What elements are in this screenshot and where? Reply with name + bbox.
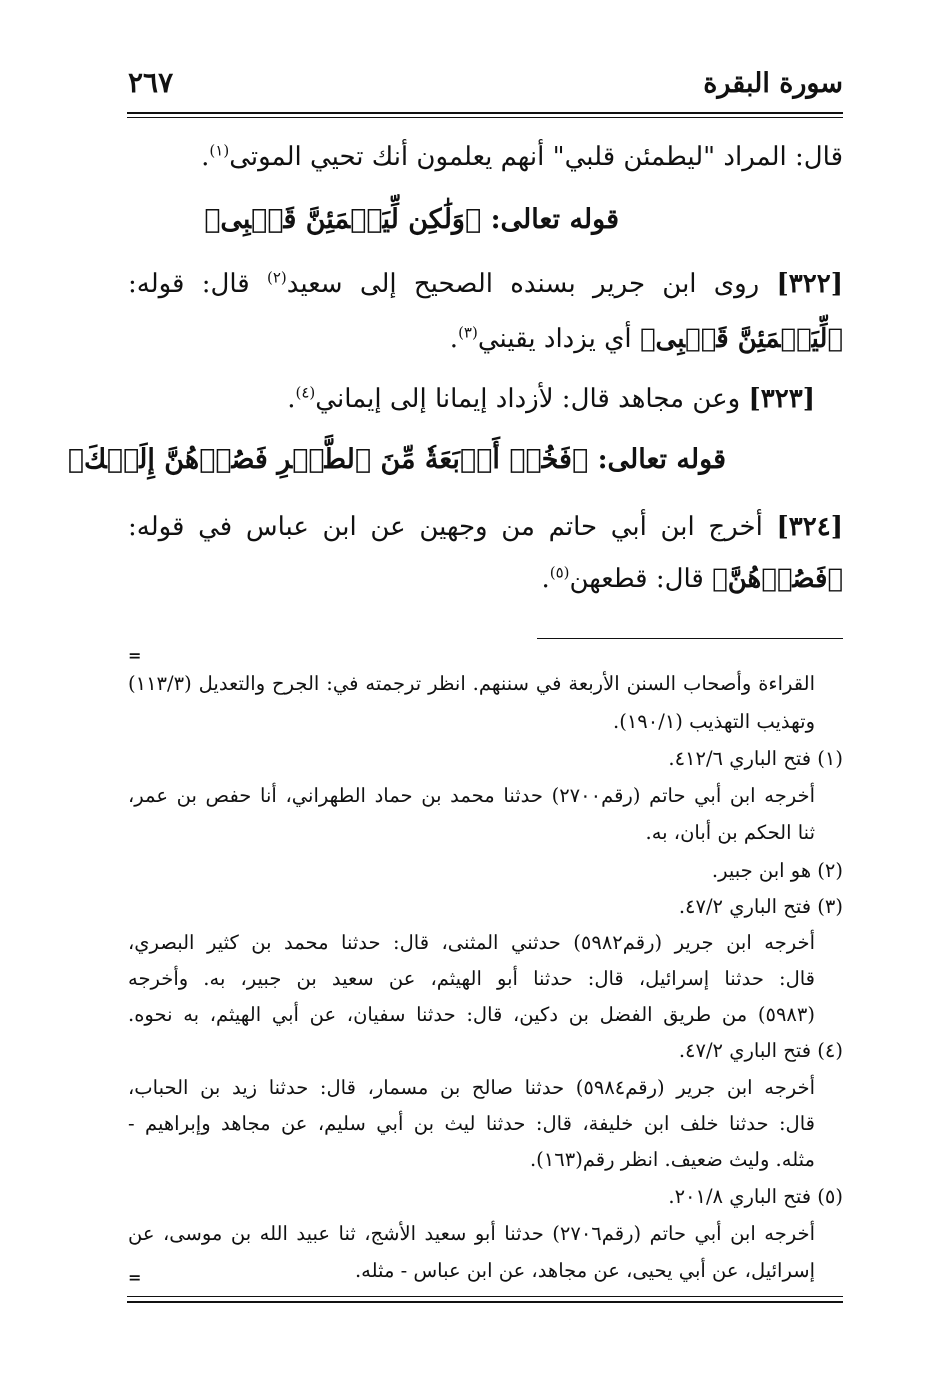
paragraph-323: [٣٢٣] وعن مجاهد قال: لأزداد إيمانا إلى إيماني$^{(٤)}$. [287,383,815,414]
footnote-4-line-1: أخرجه ابن جرير (رقم٥٩٨٤) حدثنا صالح بن مسمار، قال: حدثنا زيد بن الحباب، [128,1076,815,1099]
footnote-carry-line-2: وتهذيب التهذيب (١٩٠/١). [613,710,815,733]
footnote-5-line-1: أخرجه ابن أبي حاتم (رقم٢٧٠٦) حدثنا أبو سعيد الأشج، ثنا عبيد الله بن موسى، عن [128,1222,815,1245]
paragraph-322-line-1: [٣٢٢] روى ابن جرير بسنده الصحيح إلى سعيد$^{(٢)}$ قال: قوله: [128,268,844,299]
continuation-mark: = [128,646,142,665]
footnote-1-ref: (١) فتح الباري ٤١٢/٦. [668,747,843,770]
footnote-4-ref: (٤) فتح الباري ٤٧/٢. [678,1039,843,1062]
footnote-marker: (٣) [458,323,478,342]
footnote-marker: (١) [209,141,230,160]
header-rule [127,112,843,114]
footnote-3-line-2: قال: حدثنا إسرائيل، قال: حدثنا أبو الهيثم، عن سعيد بن جبير، به. وأخرجه [128,967,815,990]
page-number: ٢٦٧ [128,66,174,99]
body-line-1: قال: المراد "ليطمئن قلبي" أنهم يعلمون أنك تحيي الموتى$^{(١)}$. [201,141,843,172]
footnote-marker: (٥) [549,563,570,582]
quran-quote: ﴿فَصُرۡهُنَّ﴾ [712,564,843,594]
verse-heading-2: قوله تعالى: ﴿فَخُذۡ أَرۡبَعَةٗ مِّنَ ٱلطَّيۡرِ فَصُرۡهُنَّ إِلَيۡكَ﴾ [67,444,726,475]
continuation-mark-end: = [128,1268,142,1287]
footnote-marker: (٢) [266,268,287,287]
footnote-2: (٢) هو ابن جبير. [711,859,843,882]
paragraph-number: [٣٢٣] [748,384,815,414]
bottom-rule-thick [127,1301,843,1303]
surah-title: سورة البقرة [703,68,843,99]
verse-heading-1: قوله تعالى: ﴿وَلَٰكِن لِّيَطۡمَئِنَّ قَلۡبِى﴾ [204,204,619,235]
header-rule-thin [127,117,843,118]
footnote-separator [537,638,843,639]
quran-quote: ﴿لِّيَطۡمَئِنَّ قَلۡبِى﴾ [639,324,843,354]
paragraph-322-line-2: ﴿لِّيَطۡمَئِنَّ قَلۡبِى﴾ أي يزداد يقيني$^{(٣)}$. [449,323,843,354]
paragraph-324-line-1: [٣٢٤] أخرج ابن أبي حاتم من وجهين عن ابن عباس في قوله: [128,512,843,542]
footnote-1-line-2: ثنا الحكم بن أبان، به. [645,821,815,844]
footnote-1-line-1: أخرجه ابن أبي حاتم (رقم٢٧٠٠) حدثنا محمد بن حماد الطهراني، أنا حفص بن عمر، [128,784,816,807]
bottom-rule [127,1296,843,1297]
paragraph-number: [٣٢٤] [776,512,843,542]
footnote-carry-line-1: القراءة وأصحاب السنن الأربعة في سننهم. انظر ترجمته في: الجرح والتعديل (١١٣/٣) [128,672,815,695]
footnote-5-ref: (٥) فتح الباري ٢٠١/٨. [668,1185,843,1208]
footnote-marker: (٤) [295,383,316,402]
footnote-4-line-3: مثله. وليث ضعيف. انظر رقم(١٦٣). [529,1148,815,1171]
paragraph-324-line-2: ﴿فَصُرۡهُنَّ﴾ قال: قطعهن$^{(٥)}$. [541,563,843,594]
footnote-3-line-3: (٥٩٨٣) من طريق الفضل بن دكين، قال: حدثنا سفيان، عن أبي الهيثم، به نحوه. [128,1003,815,1026]
footnote-5-line-2: إسرائيل، عن أبي يحيى، عن مجاهد، عن ابن عباس - مثله. [354,1259,815,1282]
footnote-4-line-2: قال: حدثنا خلف ابن خليفة، قال: حدثنا ليث بن أبي سليم، عن مجاهد وإبراهيم - [128,1112,815,1135]
paragraph-number: [٣٢٢] [776,269,844,299]
footnote-3-ref: (٣) فتح الباري ٤٧/٢. [678,895,843,918]
footnote-3-line-1: أخرجه ابن جرير (رقم٥٩٨٢) حدثني المثنى، قال: حدثنا محمد بن كثير البصري، [128,931,815,954]
